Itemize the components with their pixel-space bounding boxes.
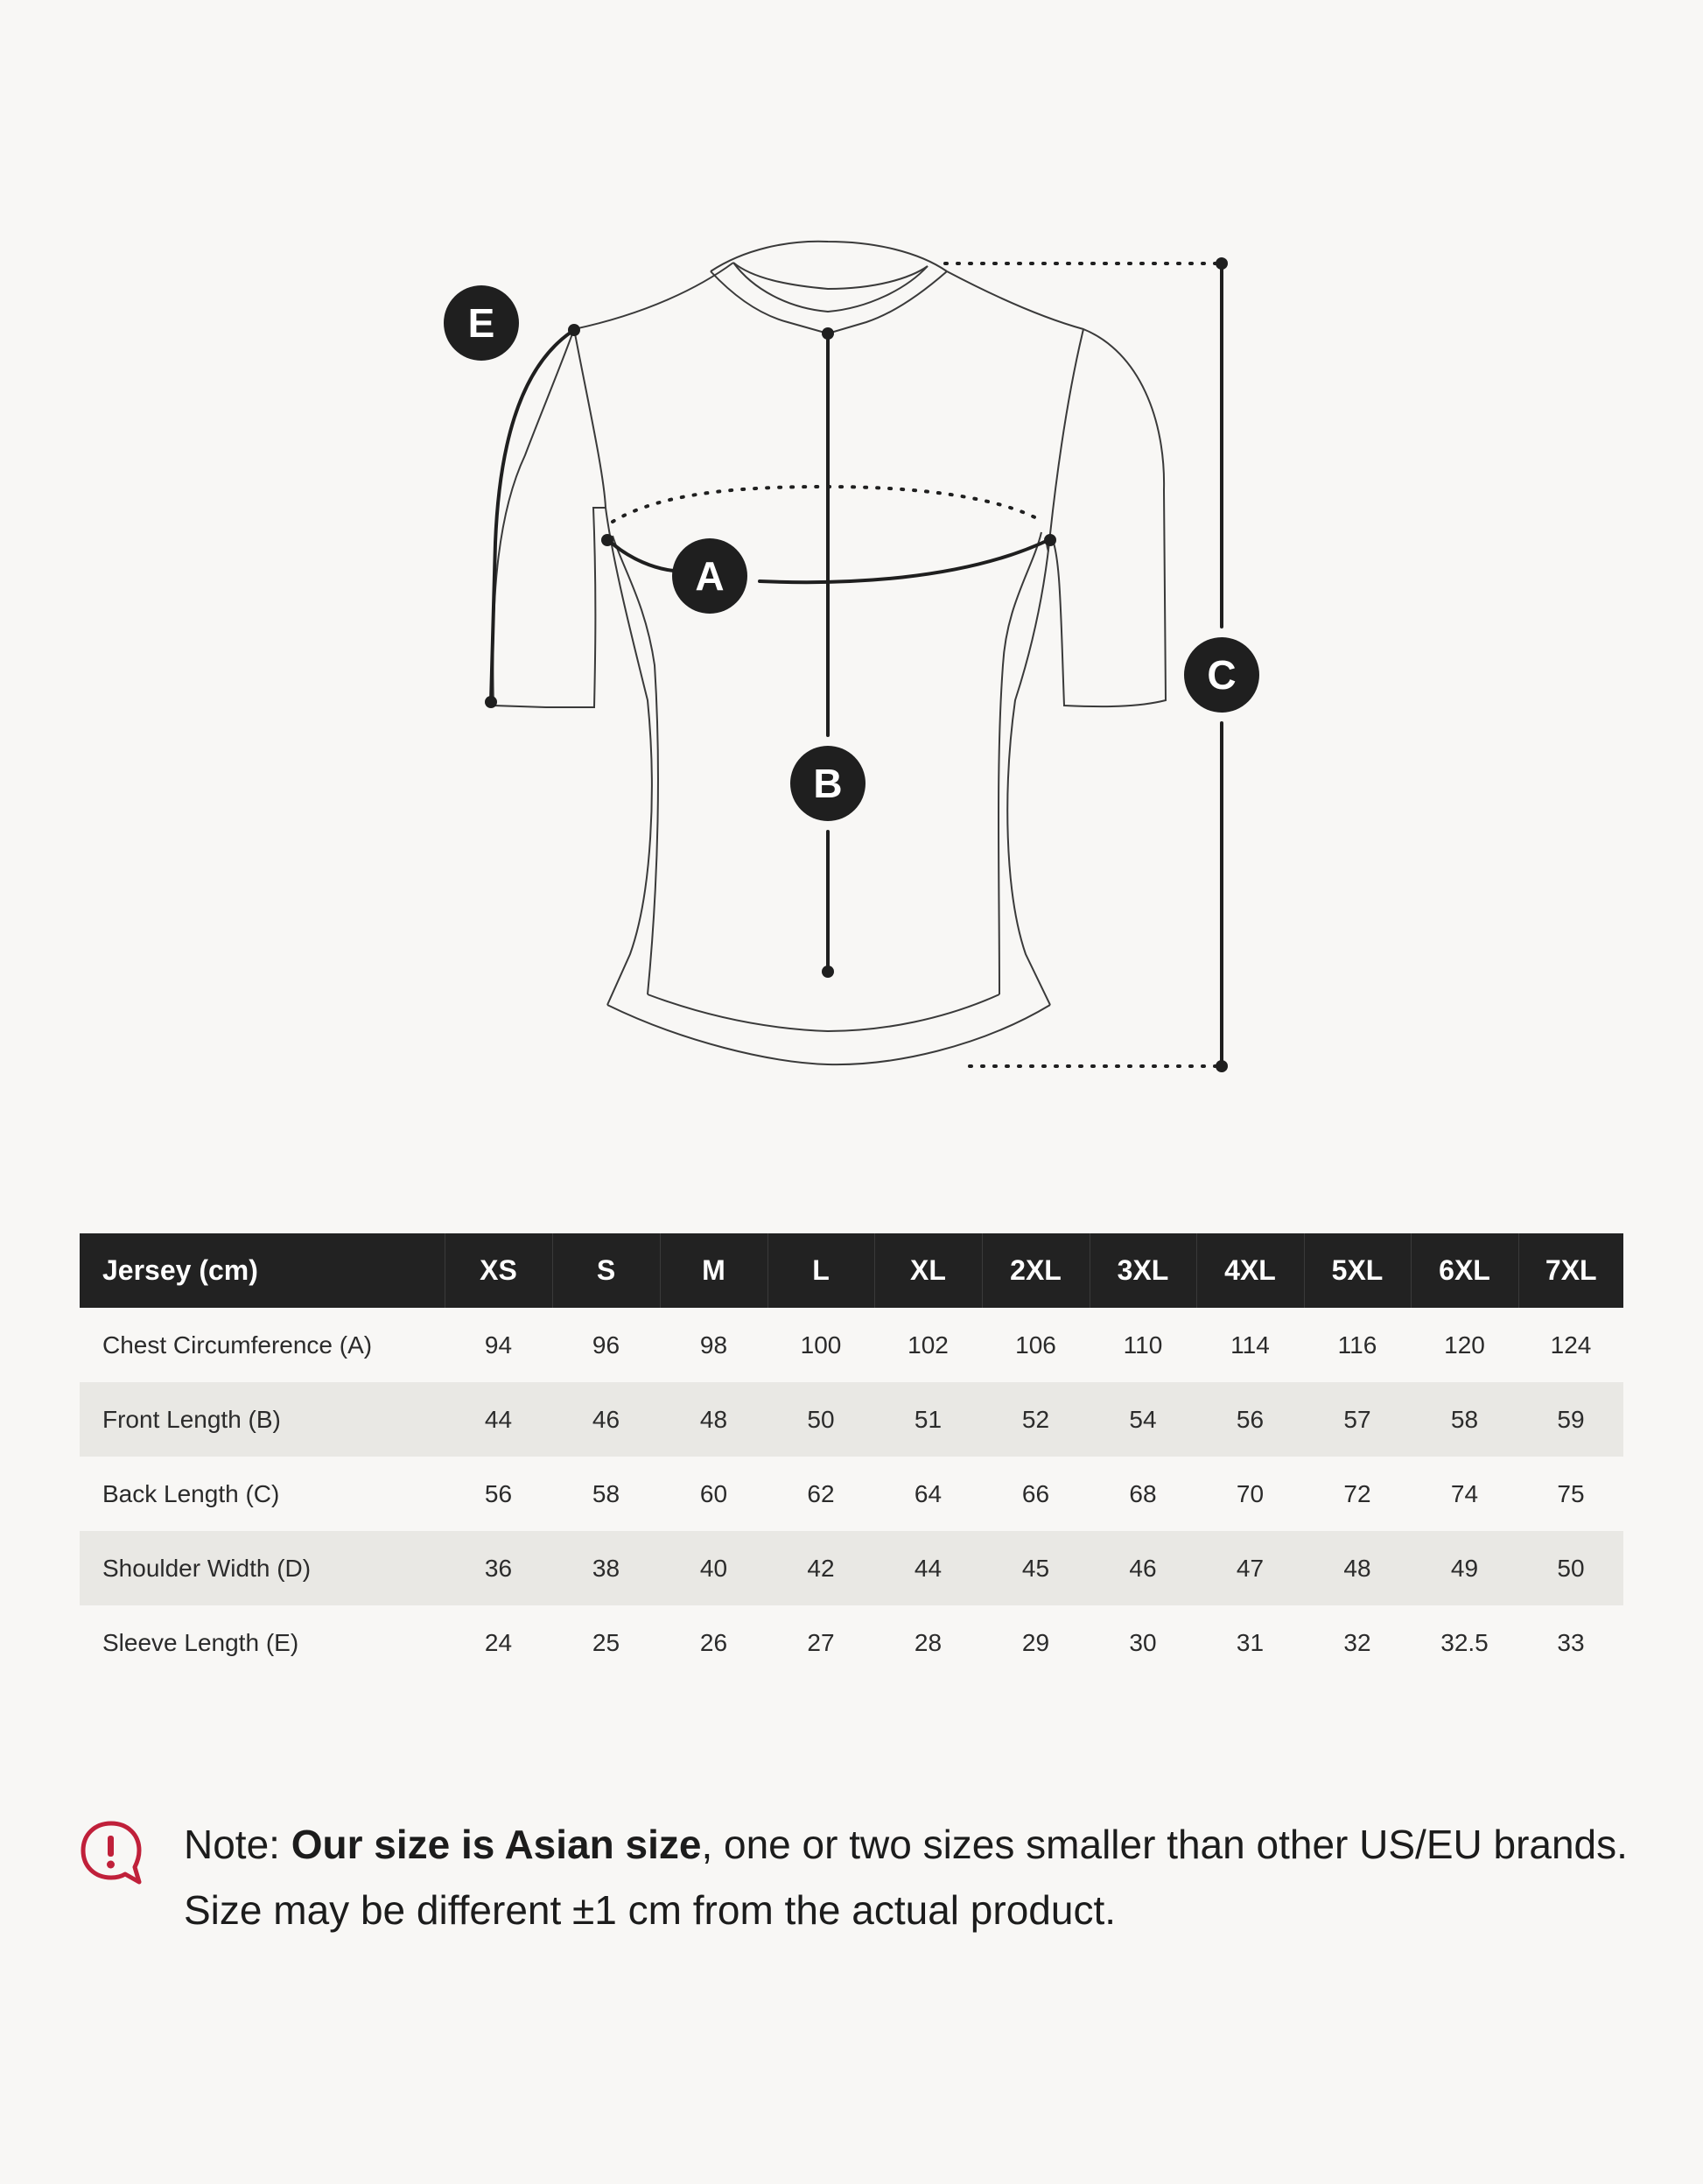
table-cell: 27	[807, 1628, 835, 1656]
chest-measure-left	[607, 539, 674, 571]
note-text	[184, 1812, 1671, 1943]
column-header: 7XL	[1518, 1233, 1623, 1308]
table-cell: 48	[1304, 1531, 1411, 1605]
table-cell: 110	[1123, 1331, 1163, 1359]
sleeve-measure-line	[491, 330, 574, 702]
jersey-right-seam	[999, 532, 1041, 994]
column-header: 6XL	[1411, 1233, 1518, 1308]
column-header: 5XL	[1304, 1233, 1411, 1308]
dot-front-bottom	[822, 966, 834, 978]
jersey-collar-inner	[733, 263, 928, 289]
table-cell: 68	[1129, 1479, 1157, 1507]
dot-sleeve-bottom	[485, 696, 497, 708]
table-cell: 25	[592, 1628, 620, 1656]
jersey-hem	[607, 1005, 1050, 1064]
row-label: Sleeve Length (E)	[102, 1628, 299, 1656]
table-cell: 64	[914, 1479, 943, 1507]
table-cell: 36	[445, 1531, 552, 1605]
table-cell: 46	[1090, 1531, 1196, 1605]
table-cell: 98	[699, 1331, 728, 1359]
row-label: Chest Circumference (A)	[102, 1331, 373, 1359]
marker-a-label: A	[695, 553, 725, 599]
table-cell: 59	[1518, 1382, 1623, 1457]
dot-sleeve-top	[568, 324, 580, 336]
table-cell: 48	[660, 1382, 767, 1457]
column-header: S	[552, 1233, 660, 1308]
marker-c-label: C	[1207, 652, 1237, 698]
column-header: M	[660, 1233, 767, 1308]
table-cell: 28	[914, 1628, 943, 1656]
table-cell: 66	[1021, 1479, 1050, 1507]
table-cell: 70	[1236, 1479, 1265, 1507]
table-cell: 114	[1230, 1331, 1270, 1359]
jersey-collar-outer	[711, 242, 947, 271]
column-header: 4XL	[1196, 1233, 1304, 1308]
table-row	[80, 1382, 1623, 1457]
table-row	[80, 1531, 1623, 1605]
jersey-hem-band	[648, 994, 999, 1031]
table-cell: 56	[484, 1479, 513, 1507]
table-cell: 96	[592, 1331, 620, 1359]
table-cell: 32.5	[1440, 1628, 1489, 1656]
note-prefix: Note:	[184, 1822, 291, 1867]
table-cell: 57	[1304, 1382, 1411, 1457]
table-cell: 29	[1021, 1628, 1050, 1656]
dot-chest-right	[1044, 534, 1056, 546]
table-cell: 45	[982, 1531, 1090, 1605]
table-cell: 31	[1236, 1628, 1265, 1656]
table-cell: 46	[552, 1382, 660, 1457]
marker-a	[672, 538, 747, 614]
table-cell: 58	[1411, 1382, 1518, 1457]
column-header: Jersey (cm)	[80, 1233, 445, 1308]
table-cell: 120	[1444, 1331, 1485, 1359]
table-cell: 75	[1557, 1479, 1585, 1507]
table-cell: 51	[874, 1382, 982, 1457]
table-cell: 116	[1337, 1331, 1377, 1359]
table-cell: 40	[660, 1531, 767, 1605]
row-label: Front Length (B)	[80, 1382, 445, 1457]
table-cell: 32	[1343, 1628, 1371, 1656]
table-cell: 94	[484, 1331, 513, 1359]
column-header: XL	[874, 1233, 982, 1308]
column-header: XS	[445, 1233, 552, 1308]
marker-b	[790, 746, 866, 821]
jersey-body-outline	[493, 263, 733, 707]
dot-front-top	[822, 327, 834, 340]
jersey-inner-neck	[733, 263, 928, 312]
jersey-right-armhole	[1047, 329, 1083, 551]
chest-measure-right	[760, 539, 1050, 582]
table-cell: 30	[1129, 1628, 1157, 1656]
table-cell: 50	[1518, 1531, 1623, 1605]
note-emphasis: Our size is Asian size	[291, 1822, 702, 1867]
table-cell: 74	[1450, 1479, 1479, 1507]
table-cell: 58	[592, 1479, 620, 1507]
measure-endpoints	[485, 257, 1228, 1072]
table-cell: 50	[767, 1382, 874, 1457]
size-chart-table	[80, 1233, 1623, 1680]
jersey-left-side	[606, 508, 652, 1005]
table-cell: 54	[1090, 1382, 1196, 1457]
row-label: Shoulder Width (D)	[80, 1531, 445, 1605]
column-header: 3XL	[1090, 1233, 1196, 1308]
table-cell: 38	[552, 1531, 660, 1605]
table-cell: 72	[1343, 1479, 1371, 1507]
dot-back-bottom	[1216, 1060, 1228, 1072]
table-cell: 24	[484, 1628, 513, 1656]
note-line-2: Size may be different ±1 cm from the actual product.	[184, 1887, 1117, 1933]
table-cell: 102	[908, 1331, 949, 1359]
measure-line	[491, 263, 1222, 1066]
marker-e-label: E	[467, 300, 495, 346]
table-cell: 49	[1411, 1531, 1518, 1605]
table-cell: 62	[807, 1479, 835, 1507]
alert-speech-bubble-icon	[80, 1820, 144, 1886]
table-cell: 100	[800, 1331, 842, 1359]
dot-back-top	[1216, 257, 1228, 270]
table-cell: 47	[1196, 1531, 1304, 1605]
column-header: L	[767, 1233, 874, 1308]
table-row	[80, 1457, 1623, 1531]
table-row	[80, 1308, 1623, 1382]
table-header-row	[80, 1233, 1623, 1308]
table-cell: 60	[699, 1479, 728, 1507]
table-row	[80, 1605, 1623, 1680]
row-label: Back Length (C)	[102, 1479, 280, 1507]
table-cell: 56	[1196, 1382, 1304, 1457]
note-rest: , one or two sizes smaller than other US/EU brands.	[701, 1822, 1628, 1867]
marker-c	[1184, 637, 1259, 713]
marker-e	[444, 285, 519, 361]
marker-b-label: B	[813, 761, 843, 806]
table-cell: 106	[1015, 1331, 1056, 1359]
table-cell: 42	[767, 1531, 874, 1605]
table-cell: 33	[1557, 1628, 1585, 1656]
column-header: 2XL	[982, 1233, 1090, 1308]
dotted-guide	[613, 263, 1222, 1066]
dot-chest-left	[601, 534, 613, 546]
table-cell: 44	[874, 1531, 982, 1605]
table-cell: 44	[445, 1382, 552, 1457]
table-cell: 52	[982, 1382, 1090, 1457]
table-cell: 124	[1550, 1331, 1592, 1359]
table-cell: 26	[699, 1628, 728, 1656]
